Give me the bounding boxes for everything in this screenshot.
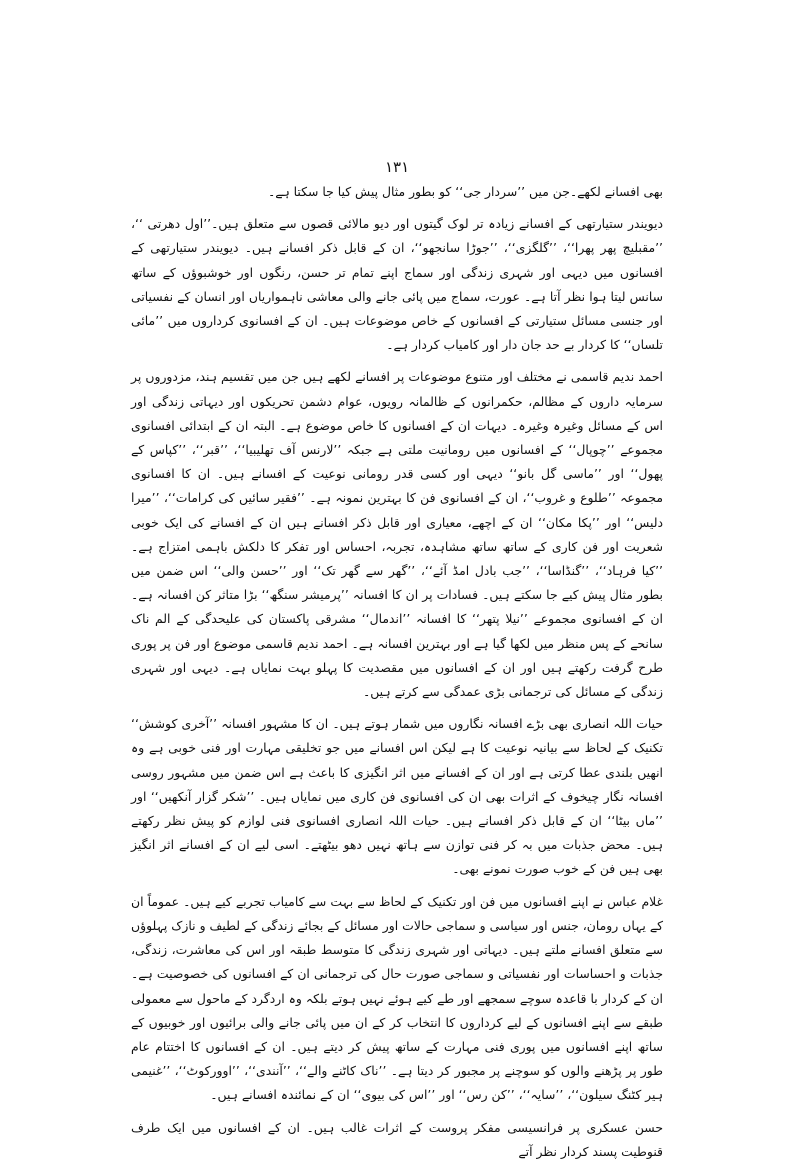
paragraph-4: حیات اللہ انصاری بھی بڑے افسانہ نگاروں میں شمار ہوتے ہیں۔ ان کا مشہور افسانہ ’’آخری کوشش‘‘ تکنیک کے لحاظ سے بیانیہ نوعیت کا ہے لیکن اس افسانے میں جو تخلیقی مہارت اور فنی خوبی ہے وہ انھیں بلندی عطا کرتی ہے اور ان کے افسانے میں اثر انگیزی کا باعث ہے اس ضمن میں مشہور روسی افسانہ نگار چیخوف کے اثرات بھی ان کی افسانوی فن کاری میں نمایاں ہیں۔ ’’شکر گزار آنکھیں‘‘ اور ’’ماں بیٹا‘‘ ان کے قابل ذکر افسانے ہیں۔ حیات اللہ انصاری افسانوی فنی لوازم کو پیش نظر رکھتے ہیں۔ محض جذبات میں بہ کر فنی توازن سے ہاتھ نہیں دھو بیٹھتے۔ اسی لیے ان کے افسانے اثر انگیز بھی ہیں فن کے خوب صورت نمونے بھی۔ — [131, 716, 663, 877]
paragraph-3: احمد ندیم قاسمی نے مختلف اور متنوع موضوعات پر افسانے لکھے ہیں جن میں تقسیم ہند، مزدوروں پر سرمایہ داروں کے مظالم، حکمرانوں کے ظالمانہ رویوں، عوام دشمن تحریکوں اور دیہاتی زندگی اور اس کے مسائل وغیرہ وغیرہ۔ دیہات ان کے افسانوں کا خاص موضوع ہے۔ البتہ ان کے ابتدائی افسانوی مجموعے ’’چوپال‘‘ کے افسانوں میں رومانیت ملتی ہے جبکہ ’’لارنس آف تھلیبیا‘‘، ’’قبر‘‘، ’’کپاس کے پھول‘‘ اور ’’ماسی گل بانو‘‘ دیہی اور کسی قدر رومانی نوعیت کے افسانے ہیں۔ ان کا افسانوی مجموعہ ’’طلوع و غروب‘‘، ان کے افسانوی فن کا بہترین نمونہ ہے۔ ’’فقیر سائیں کی کرامات‘‘، ’’میرا دلیس‘‘ اور ’’پکا مکان‘‘ ان کے اچھے، معیاری اور قابل ذکر افسانے ہیں ان کے افسانے کی ایک خوبی شعریت اور فن کاری کے ساتھ ساتھ مشاہدہ، تجربہ، احساس اور تفکر کا دلکش باہمی امتزاج ہے۔ ’’کیا فرہاد‘‘، ’’گنڈاسا‘‘، ’’جب بادل امڈ آئے‘‘، ’’گھر سے گھر تک‘‘ اور ’’حسن والی‘‘ اس ضمن میں بطور مثال پیش کیے جا سکتے ہیں۔ فسادات پر ان کا افسانہ ’’پرمیشر سنگھ‘‘ بڑا متاثر کن افسانہ ہے۔ ان کے افسانوی مجموعے ’’نیلا پتھر‘‘ کا افسانہ ’’اندمال‘‘ مشرقی پاکستان کی علیحدگی کے الم ناک سانحے کے پس منظر میں لکھا گیا ہے اور بہترین افسانہ ہے۔ احمد ندیم قاسمی موضوع اور فن پر پوری طرح گرفت رکھتے ہیں اور ان کے افسانوں میں مقصدیت کا پہلو بہت نمایاں ہے۔ دیہی اور شہری زندگی کے مسائل کی ترجمانی بڑی عمدگی سے کرتے ہیں۔ — [131, 369, 663, 700]
body-text — [131, 180, 663, 1172]
paragraph-2: دیویندر ستیارتھی کے افسانے زیادہ تر لوک گیتوں اور دیو مالائی قصوں سے متعلق ہیں۔’’اول دھرتی ‘‘، ’’مقبلیچ پھر پھرا‘‘، ’’گلگزی‘‘، ’’جوڑا سانجھو‘‘، ان کے قابل ذکر افسانے ہیں۔ دیویندر ستیارتھی کے افسانوں میں دیہی اور شہری زندگی اور سماج اپنے تمام تر حسن، رنگوں اور خوشبوؤں کے ساتھ سانس لیتا ہوا نظر آتا ہے۔ عورت، سماج میں پائی جانے والی معاشی ناہمواریاں اور انسان کے نفسیاتی اور جنسی مسائل ستیارتی کے افسانوں کے خاص موضوعات ہیں۔ ان کے افسانوی کرداروں میں ’’مائی تلساں‘‘ کا کردار بے حد جان دار اور کامیاب کردار ہے۔ — [131, 216, 663, 353]
page-number: ۱۳۱ — [385, 158, 410, 176]
paragraph-6: حسن عسکری پر فرانسیسی مفکر پروست کے اثرات غالب ہیں۔ ان کے افسانوں میں ایک طرف قنوطیت پسند کردار نظر آتے — [131, 1119, 663, 1159]
paragraph-5: غلام عباس نے اپنے افسانوں میں فن اور تکنیک کے لحاظ سے بہت سے کامیاب تجربے کیے ہیں۔ عموماً ان کے یہاں رومان، جنس اور سیاسی و سماجی حالات اور مسائل کے بجائے زندگی کے لطیف و نازک پہلوؤں سے متعلق افسانے ملتے ہیں۔ دیہاتی اور شہری زندگی کا متوسط طبقہ اور اس کی معاشرت، زندگی، جذبات و احساسات اور نفسیاتی و سماجی صورت حال کی ترجمانی ان کے افسانوں کی خصوصیت ہے۔ ان کے کردار با قاعدہ سوچے سمجھے اور طے کیے ہوئے نہیں ہوتے بلکہ وہ اردگرد کے ماحول سے معمولی طبقے سے اپنے افسانوں کے لیے کرداروں کا انتخاب کر کے ان میں پائی جانے والی برائیوں اور خوبیوں کے ساتھ اپنے افسانوں میں پوری فنی مہارت کے ساتھ پیش کر دیتے ہیں۔ ان کے افسانوں کا اختتام عام طور پر پڑھنے والوں کو سوچنے پر مجبور کر دیتا ہے۔ ’’ناک کاٹنے والے‘‘، ’’آنندی‘‘، ’’اوورکوٹ‘‘، ’’غنیمی ہیر کٹنگ سیلون‘‘، ’’سایہ‘‘، ’’کن رس‘‘ اور ’’اس کی بیوی‘‘ ان کے نمائندہ افسانے ہیں۔ — [131, 893, 663, 1103]
paragraph-1: بھی افسانے لکھے۔جن میں ’’سردار جی‘‘ کو بطور مثال پیش کیا جا سکتا ہے۔ — [267, 184, 663, 199]
